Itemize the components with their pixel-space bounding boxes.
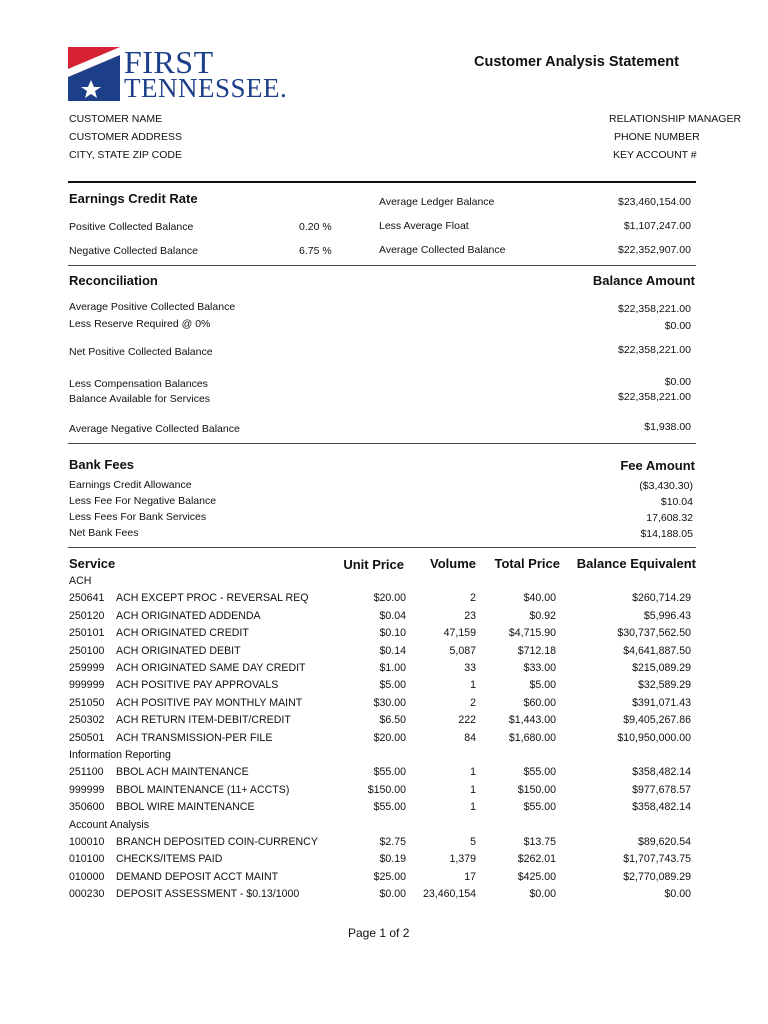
balance-equivalent: $5,996.43 — [643, 609, 691, 622]
service-description: BBOL MAINTENANCE (11+ ACCTS) — [116, 783, 290, 796]
volume: 2 — [470, 592, 476, 605]
statement-title: Customer Analysis Statement — [474, 54, 679, 70]
unit-price: $150.00 — [367, 783, 406, 796]
recon-value: $1,938.00 — [644, 421, 691, 433]
fee-value: 17,608.32 — [646, 512, 693, 524]
divider-reconciliation — [68, 443, 696, 444]
balance-equivalent: $0.00 — [664, 888, 691, 901]
volume: 17 — [464, 870, 476, 883]
service-group-heading: ACH — [69, 575, 92, 587]
volume: 33 — [464, 662, 476, 674]
recon-label: Less Compensation Balances — [69, 378, 208, 390]
balance-equivalent: $260,714.29 — [632, 592, 691, 605]
balance-equivalent: $32,589.29 — [637, 679, 691, 692]
total-price: $5.00 — [529, 679, 556, 692]
balance-equivalent: $30,737,562.50 — [617, 627, 691, 640]
average-collected-label: Average Collected Balance — [379, 244, 506, 256]
service-code: 250101 — [69, 627, 105, 640]
service-row — [0, 679, 768, 696]
service-row — [0, 871, 768, 888]
service-code: 250302 — [69, 714, 105, 727]
volume: 1 — [470, 766, 476, 779]
unit-price: $5.00 — [379, 679, 406, 692]
service-code: 250120 — [69, 609, 105, 622]
service-row — [0, 697, 768, 714]
service-row — [0, 888, 768, 905]
service-code: 250100 — [69, 644, 105, 657]
service-code: 999999 — [69, 783, 105, 796]
unit-price: $0.04 — [379, 609, 406, 622]
service-row — [0, 784, 768, 801]
unit-price: $2.75 — [379, 836, 406, 848]
service-row — [0, 662, 768, 679]
service-row — [0, 714, 768, 731]
service-description: ACH RETURN ITEM-DEBIT/CREDIT — [116, 714, 291, 727]
unit-price: $0.00 — [379, 888, 406, 901]
service-description: ACH ORIGINATED DEBIT — [116, 644, 241, 657]
balance-amount-heading: Balance Amount — [592, 273, 695, 288]
recon-value: $0.00 — [664, 320, 691, 332]
fee-label: Less Fees For Bank Services — [69, 511, 207, 523]
first-tennessee-logo — [68, 44, 298, 105]
service-code: 251050 — [69, 696, 105, 709]
recon-value: $0.00 — [664, 376, 691, 388]
total-price: $712.18 — [517, 644, 556, 657]
volume: 2 — [470, 696, 476, 709]
service-description: BRANCH DEPOSITED COIN-CURRENCY — [116, 836, 318, 848]
balance-equivalent: $10,950,000.00 — [617, 731, 691, 744]
service-code: 350600 — [69, 801, 105, 814]
recon-value: $22,358,221.00 — [618, 391, 691, 403]
service-description: ACH POSITIVE PAY APPROVALS — [116, 679, 279, 692]
total-price: $262.01 — [517, 853, 556, 866]
service-code: 000230 — [69, 888, 105, 901]
reconciliation-heading: Reconciliation — [69, 273, 158, 288]
service-row — [0, 801, 768, 818]
volume: 1,379 — [449, 853, 476, 866]
recon-label: Average Negative Collected Balance — [69, 423, 240, 435]
unit-price: $20.00 — [373, 592, 406, 605]
volume: 1 — [470, 783, 476, 796]
service-group-heading: Information Reporting — [69, 749, 171, 761]
customer-city-state-zip: CITY, STATE ZIP CODE — [69, 149, 182, 161]
balance-equivalent: $358,482.14 — [632, 801, 691, 814]
positive-collected-rate: 0.20 % — [299, 221, 332, 233]
total-price: $4,715.90 — [508, 627, 556, 640]
unit-price: $20.00 — [373, 731, 406, 744]
recon-label: Less Reserve Required @ 0% — [69, 318, 211, 330]
service-row — [0, 627, 768, 644]
balance-equivalent: $977,678.57 — [632, 783, 691, 796]
service-row — [0, 732, 768, 749]
service-row — [0, 853, 768, 870]
unit-price: $30.00 — [373, 696, 406, 709]
earnings-credit-rate-heading: Earnings Credit Rate — [69, 191, 198, 206]
balance-equivalent-column-header: Balance Equivalent — [576, 556, 696, 571]
service-row — [0, 645, 768, 662]
average-collected-value: $22,352,907.00 — [618, 244, 691, 256]
fee-label: Earnings Credit Allowance — [69, 479, 192, 491]
balance-equivalent: $391,071.43 — [632, 696, 691, 709]
service-code: 010000 — [69, 870, 105, 883]
fee-label: Less Fee For Negative Balance — [69, 495, 217, 507]
unit-price: $55.00 — [373, 766, 406, 779]
volume: 1 — [470, 679, 476, 692]
service-code: 999999 — [69, 679, 105, 692]
bank-logo-mark-icon — [68, 47, 120, 101]
service-code: 100010 — [69, 836, 105, 848]
volume: 1 — [470, 801, 476, 814]
total-price: $150.00 — [517, 783, 556, 796]
total-price: $13.75 — [523, 836, 556, 848]
unit-price: $0.14 — [379, 644, 406, 657]
balance-equivalent: $1,707,743.75 — [623, 853, 691, 866]
volume: 47,159 — [443, 627, 476, 640]
service-code: 251100 — [69, 766, 104, 779]
relationship-manager: RELATIONSHIP MANAGER — [609, 113, 742, 125]
service-column-header: Service — [69, 556, 116, 571]
unit-price-column-header: Unit Price — [343, 557, 404, 572]
recon-label: Balance Available for Services — [69, 393, 211, 405]
service-row — [0, 836, 768, 853]
balance-equivalent: $215,089.29 — [632, 662, 691, 674]
negative-collected-rate: 6.75 % — [299, 245, 332, 257]
service-description: BBOL ACH MAINTENANCE — [116, 766, 249, 779]
bank-fees-heading: Bank Fees — [69, 457, 135, 472]
total-price: $425.00 — [517, 870, 556, 883]
total-price: $55.00 — [523, 766, 556, 779]
unit-price: $25.00 — [373, 870, 406, 883]
total-price: $0.00 — [529, 888, 556, 901]
recon-label: Average Positive Collected Balance — [69, 301, 236, 313]
volume: 5,087 — [449, 644, 476, 657]
divider-header — [68, 181, 696, 183]
volume: 23 — [464, 609, 476, 622]
service-description: ACH ORIGINATED ADDENDA — [116, 609, 261, 622]
recon-value: $22,358,221.00 — [618, 344, 691, 356]
unit-price: $1.00 — [379, 662, 406, 674]
service-description: DEPOSIT ASSESSMENT - $0.13/1000 — [116, 888, 300, 901]
fee-value: $14,188.05 — [640, 528, 693, 540]
fee-amount-heading: Fee Amount — [620, 458, 695, 473]
recon-value: $22,358,221.00 — [618, 303, 691, 315]
total-price: $40.00 — [523, 592, 556, 605]
total-price: $1,443.00 — [508, 714, 556, 727]
brand-tennessee: TENNESSEE. — [124, 73, 288, 103]
service-description: ACH ORIGINATED CREDIT — [116, 627, 249, 640]
service-description: BBOL WIRE MAINTENANCE — [116, 801, 255, 814]
unit-price: $0.19 — [379, 853, 406, 866]
balance-equivalent: $9,405,267.86 — [623, 714, 691, 727]
customer-name: CUSTOMER NAME — [69, 113, 163, 125]
page-number: Page 1 of 2 — [348, 926, 410, 940]
fee-value: ($3,430.30) — [639, 480, 693, 492]
balance-equivalent: $4,641,887.50 — [623, 644, 691, 657]
total-price: $55.00 — [523, 801, 556, 814]
service-description: ACH TRANSMISSION-PER FILE — [116, 731, 273, 744]
service-group-heading: Account Analysis — [69, 818, 150, 831]
unit-price: $6.50 — [379, 714, 406, 727]
divider-bank-fees — [68, 547, 696, 548]
service-description: ACH EXCEPT PROC - REVERSAL REQ — [116, 592, 309, 605]
service-description: DEMAND DEPOSIT ACCT MAINT — [116, 870, 279, 883]
volume: 84 — [464, 731, 476, 744]
balance-equivalent: $358,482.14 — [632, 766, 691, 779]
phone-number: PHONE NUMBER — [614, 131, 700, 143]
total-price: $0.92 — [529, 609, 556, 622]
total-price: $1,680.00 — [508, 731, 556, 744]
positive-collected-label: Positive Collected Balance — [69, 221, 194, 233]
total-price: $60.00 — [523, 696, 556, 709]
volume: 222 — [458, 714, 476, 727]
total-price: $33.00 — [523, 662, 556, 674]
service-description: ACH POSITIVE PAY MONTHLY MAINT — [116, 696, 303, 709]
volume: 23,460,154 — [422, 888, 476, 901]
negative-collected-label: Negative Collected Balance — [69, 245, 198, 257]
recon-label: Net Positive Collected Balance — [69, 346, 213, 358]
service-row — [0, 610, 768, 627]
service-description: CHECKS/ITEMS PAID — [116, 853, 223, 866]
brand-first: FIRST — [124, 44, 214, 80]
unit-price: $55.00 — [373, 801, 406, 814]
service-code: 259999 — [69, 662, 105, 674]
average-float-value: $1,107,247.00 — [623, 220, 691, 232]
service-code: 010100 — [69, 853, 105, 866]
average-ledger-label: Average Ledger Balance — [379, 196, 495, 208]
unit-price: $0.10 — [379, 627, 406, 640]
fee-value: $10.04 — [660, 496, 693, 508]
service-code: 250501 — [69, 731, 105, 744]
balance-equivalent: $89,620.54 — [637, 836, 691, 848]
service-description: ACH ORIGINATED SAME DAY CREDIT — [116, 662, 306, 674]
fee-label: Net Bank Fees — [69, 527, 139, 539]
average-ledger-value: $23,460,154.00 — [618, 196, 691, 208]
balance-equivalent: $2,770,089.29 — [623, 870, 691, 883]
service-row — [0, 592, 768, 609]
divider-earnings — [68, 265, 696, 266]
volume: 5 — [470, 836, 476, 848]
key-account: KEY ACCOUNT # — [613, 149, 697, 161]
average-float-label: Less Average Float — [379, 220, 469, 232]
service-code: 250641 — [69, 592, 105, 605]
service-row — [0, 766, 768, 783]
customer-address: CUSTOMER ADDRESS — [69, 131, 182, 143]
total-price-column-header: Total Price — [494, 556, 560, 571]
volume-column-header: Volume — [430, 556, 476, 571]
